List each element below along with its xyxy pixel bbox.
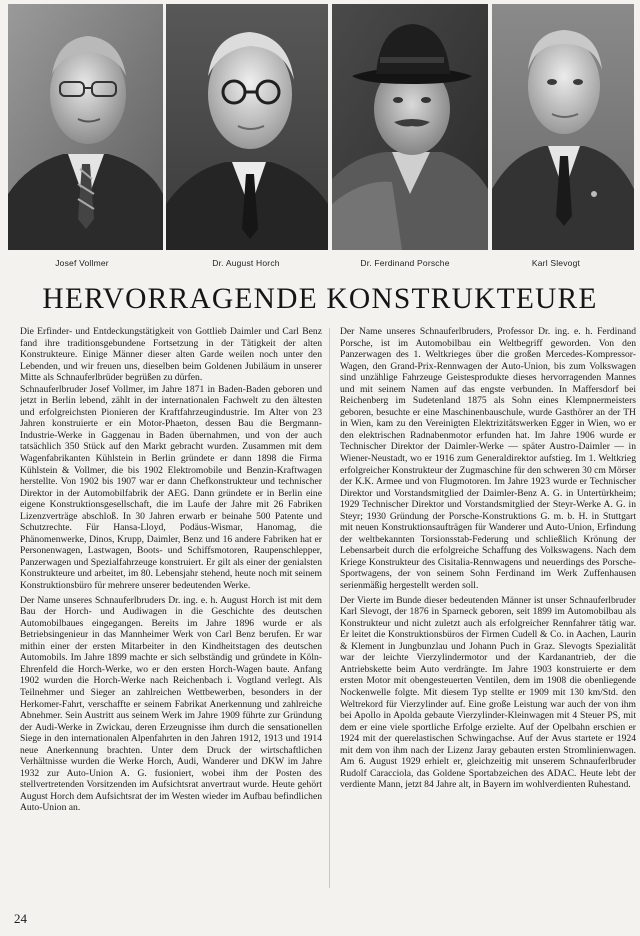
paragraph-vollmer: Schnauferlbruder Josef Vollmer, im Jahre 1871 in Baden-Baden geboren und jetzt in Berlin lebend, zählt in der internationalen Fachwelt zu den ältesten und erfolgreichsten Pionieren der Kraftfahrzeugindustrie. Im Alter von 23 Jahren konstruierte er ein Motor-Phaeton, dessen Bau die Bergmann-Industrie-Werke in Gaggenau in Baden übernahmen, und von der auch tatsächlich 350 Stück auf den Markt gebracht wurden. Zusammen mit dem Wagenfabrikanten Kühlstein in Berlin gründete er dann 1898 die Firma Kühlstein & Vollmer, die bis 1902 Elektromobile und Benzin-Kraftwagen herstellte. Von 1902 bis 1907 war er dann Chefkonstrukteur und technischer Direktor in der Automobilfabrik der AEG. Dann gründete er in Berlin eine eigene Konstruktionsgesellschaft, die im Laufe der Jahre mit 26 Fabriken Lizenzverträge abschloß. In 30 Jahren erwarb er beinahe 500 Patente und Schutzrechte. Für Hansa-Lloyd, Podäus-Wismar, Hanomag, die Phänomenwerke, Dinos, Krupp, Daimler, Benz und 16 andere Fabriken hat er Personenwagen, Lastwagen, Boots- und Schiffsmotoren, Raupenschlepper, Panzerwagen und Spezialfahrzeuge konstruiert. Er gilt als einer der genialsten Konstrukteure und arbeitet, im 80. Lebensjahr stehend, heute noch mit seinem Konstruktionsbüro für mehrere unserer bedeutenden Werke. xyxy=(20,383,322,592)
article-column-left xyxy=(20,326,322,906)
page-number: 24 xyxy=(14,911,27,926)
paragraph-intro: Die Erfinder- und Entdeckungstätigkeit von Gottlieb Daimler und Carl Benz fand ihre traditionsgebundene Fortsetzung in der Tätigkeit der alten Konstrukteure. Einige Männer dieser alten Garde weilen noch unter den Lebenden, und wir freuen uns, dieselben beim Goldenen Jubiläum in unserer Mitte als Schnauferlbrüder begrüßen zu dürfen. xyxy=(20,326,322,384)
portrait-photo-icon xyxy=(8,4,163,250)
article-column-right xyxy=(340,326,636,906)
portrait-photo-icon xyxy=(332,4,488,250)
caption-karl-slevogt: Karl Slevogt xyxy=(531,258,581,268)
photo-captions xyxy=(0,258,640,272)
paragraph-horch: Der Name unseres Schnauferlbruders Dr. ing. e. h. August Horch ist mit dem Bau der Horch- und Audiwagen in die Geschichte des deutschen Automobilbaues eingegangen. Bereits im Jahre 1896 wurde er als Betriebsingenieur in das Mannheimer Werk von Carl Benz berufen. Er war mithin einer der ersten Mitarbeiter in den Kindheitstagen des deutschen Automobils. Im Jahre 1899 machte er sich selbständig und gründete in Köln-Ehrenfeld die Horch-Werke, wo er den ersten Horch-Wagen baute. Anfang 1902 wurden die Horch-Werke nach Reichenbach i. Vogtland verlegt. Als Teilnehmer und Sieger an zahlreichen Wettbewerben, besonders in der Herkomer-Fahrt, verschaffte er seinem Fabrikat Anerkennung und zahlreiche Abnehmer. Sein Austritt aus seinem Werk im Jahre 1909 führte zur Gründung der Audi-Werke in Zwickau, deren Erzeugnisse ihm durch die sensationellen Siege in den internationalen Alpenfahrten in den Jahren 1912, 1913 und 1914 neue Anerkennung brachten. Unter dem Druck der wirtschaftlichen Verhältnisse wurden die Werke Horch, Audi, Wanderer und DKW im Jahre 1932 zur Auto-Union A. G. fusioniert, wobei ihm der Posten des stellvertretenden Vorsitzenden im Aufsichtsrat anvertraut wurde. Heute gehört August Horch dem Aufsichtsrat der im Westen wieder im Aufbau befindlichen Auto-Union an. xyxy=(20,594,322,814)
portrait-strip xyxy=(8,4,634,250)
portrait-photo-icon xyxy=(166,4,328,250)
caption-august-horch: Dr. August Horch xyxy=(212,258,280,268)
article-headline: HERVORRAGENDE KONSTRUKTEURE xyxy=(42,283,598,315)
column-divider xyxy=(329,328,330,888)
caption-ferdinand-porsche: Dr. Ferdinand Porsche xyxy=(360,258,450,268)
portrait-photo-icon xyxy=(492,4,634,250)
paragraph-slevogt: Der Vierte im Bunde dieser bedeutenden Männer ist unser Schnauferlbruder Karl Slevogt, der 1876 in Sparneck geboren, seit 1899 im Automobilbau als Konstrukteur und nicht zuletzt auch als erfolgreicher Rennfahrer tätig war. Er leitet die Konstruktionsbüros der Firmen Cudell & Co. in Aachen, Laurin & Klement in Jungbunzlau und Johann Puch in Graz. Slevogts Spezialität war der leichte Vierzylindermotor und der Kardanantrieb, der die Antriebskette beim Auto verdrängte. Im Jahre 1903 konstruierte er dem ersten Motor mit obengesteuerten Ventilen, dem im 1908 die obenliegende Nockenwelle folgte. Mit diesem Typ stellte er 1909 mit 130 km/Std. den Weltrekord für Vierzylinder auf. Eine große Leistung war auch der von ihm bei Apollo in Apolda gebaute Vierzylinder-Kleinwagen mit 4 Steuer PS, mit dem er eine viele sportliche Erfolge erzielte. Auf der Opelbahn erschien er 1924 mit der querelastischen Schwingachse. Auf der Avus startete er 1924 mit dem von ihm nach der Lizenz Jaray gebauten ersten Stromlinienwagen. Am 6. August 1929 erhielt er, gleichzeitig mit unserem Schnauferlbruder Rudolf Caracciola, das Goldene Sportabzeichen des ADAC. Heute lebt der verdiente Mann, jetzt 84 Jahre alt, in Bayern im wohlverdienten Ruhestand. xyxy=(340,594,636,791)
caption-josef-vollmer: Josef Vollmer xyxy=(55,258,109,268)
paragraph-porsche: Der Name unseres Schnauferlbruders, Professor Dr. ing. e. h. Ferdinand Porsche, ist im Automobilbau ein Weltbegriff geworden. Von den Panzerwagen des 1. Weltkrieges über die großen Mercedes-Kompressor-Wagen, den Grand-Prix-Rennwagen der Auto-Union, bis zum Volkswagen sind unzählige Fahrzeuge Geistesprodukte dieses hervorragenden Mannes und mit seinem Namen auf das engste verbunden. In Maffersdorf bei Reichenberg im Sudetenland 1875 als Sohn eines Klempnermeisters geboren, besuchte er eine Maschinenbauschule, wurde Gasthörer an der TH in Wien, kam zu den Vereinigten Elektrizitätswerken Egger in Wien, wo er den elektrischen Radnabenmotor erfunden hat. Im Jahre 1906 wurde er Technischer Direktor der Daimler-Werke — später Austro-Daimler — in Wiener-Neustadt, wo er 1916 zum Generaldirektor aufstieg. Im 1. Weltkrieg erfolgreicher Konstrukteur der Zugmaschine für den schweren 30 cm Mörser der K.K. Armee und von Flugmotoren. Im Jahre 1923 wurde er Technischer Direktor und Vorstandsmitglied der Daimler-Benz A. G. in Untertürkheim; 1929 Technischer Direktor und Vorstandsmitglied der Steyr-Werke A. G. in Steyr; 1930 Gründung der Porsche-Konstruktions G. m. b. H. in Stuttgart mit neuen Konstruktionsaufträgen für Wanderer und Auto-Union, Erfindung der weltbekannten Torsionsstab-Federung und schließlich Krönung der Lebensarbeit durch die erfolgreiche Schaffung des Volkswagens. Nach dem Kriege Konstrukteur des Cisitalia-Rennwagens und neuerdings des Porsche-Sportwagens, der von seinem Sohn Ferdinand im Werk Zuffenhausen serienmäßig hergestellt werden soll. xyxy=(340,326,636,592)
